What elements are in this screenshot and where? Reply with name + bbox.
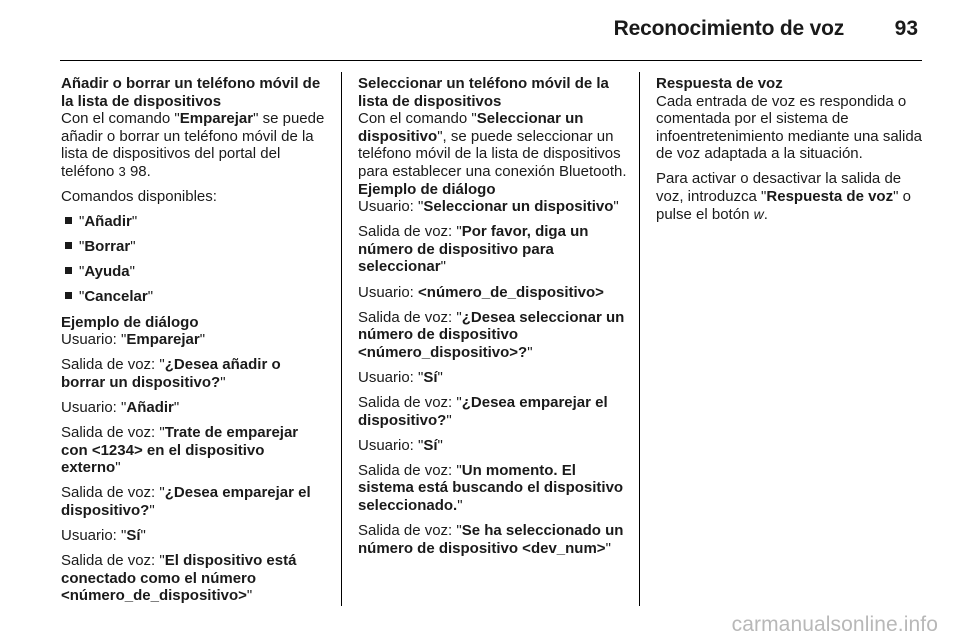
dialog-text: ¿Desea añadir o borrar un dispositivo? xyxy=(61,356,281,391)
toggle-prefix: Para activar o desactivar la salida de voz, introduzca " xyxy=(656,170,902,206)
command-item: Añadir xyxy=(84,213,132,231)
dialog-speaker: Salida de voz: xyxy=(358,308,457,326)
list-item: "Borrar" xyxy=(61,238,327,256)
voice-toggle-paragraph xyxy=(656,170,924,223)
intro-prefix: Con el comando " xyxy=(61,110,180,128)
dialog-text: Se ha seleccionado un número de dispositivo <dev_num> xyxy=(358,522,624,557)
dialog-line: Usuario: "Sí" xyxy=(358,436,443,454)
section-heading-voice-response: Respuesta de voz xyxy=(656,75,783,92)
intro-paragraph xyxy=(358,110,628,180)
list-item: "Añadir" xyxy=(61,213,327,231)
header-divider xyxy=(60,60,922,61)
column-divider-2 xyxy=(639,72,640,606)
dialog-line: Usuario: "Seleccionar un dispositivo" xyxy=(358,198,619,216)
dialog-line: Salida de voz: "¿Desea añadir o borrar un dispositivo?" xyxy=(61,356,281,391)
dialog-speaker: Salida de voz: xyxy=(358,223,457,241)
command-respuesta-de-voz: Respuesta de voz xyxy=(766,188,894,206)
column-3 xyxy=(656,75,924,223)
dialog-line: Usuario: "Sí" xyxy=(61,526,146,544)
dialog-text: Sí xyxy=(423,368,438,386)
dialog-line: Salida de voz: "¿Desea emparejar el dispositivo?" xyxy=(358,394,608,429)
dialog-text: El dispositivo está conectado como el número <número_de_dispositivo> xyxy=(61,552,297,605)
bullet-square-icon xyxy=(65,292,72,299)
dialog-text: Emparejar xyxy=(126,331,200,349)
dialog-speaker: Salida de voz: xyxy=(358,522,457,540)
dialog-text: Sí xyxy=(423,436,438,454)
command-item: Borrar xyxy=(84,238,131,256)
command-seleccionar: Seleccionar un dispositivo xyxy=(358,110,584,145)
page-header xyxy=(0,0,960,62)
section-heading-add-remove: Añadir o borrar un teléfono móvil de la lista de dispositivos xyxy=(61,75,321,110)
dialog-text: Añadir xyxy=(126,398,174,416)
column-2 xyxy=(358,75,628,557)
dialog-line: Salida de voz: "Un momento. El sistema está buscando el dispositivo seleccionado." xyxy=(358,461,624,514)
intro-text: " se puede añadir o borrar un teléfono móvil de la lista de dispositivos del portal del teléfono xyxy=(61,110,325,180)
column-divider-1 xyxy=(341,72,342,606)
dialog-text: Por favor, diga un número de dispositivo para seleccionar xyxy=(358,223,589,276)
commands-label: Comandos disponibles: xyxy=(61,188,217,206)
dialog-text: <número_de_dispositivo> xyxy=(418,283,604,301)
dialog-line: Salida de voz: "¿Desea emparejar el dispositivo?" xyxy=(61,484,311,519)
dialog-line: Salida de voz: "Trate de emparejar con <1234> en el dispositivo externo" xyxy=(61,424,299,477)
dialog-line: Salida de voz: "¿Desea seleccionar un número de dispositivo <número_dispositivo>?" xyxy=(358,308,625,361)
voice-response-paragraph: Cada entrada de voz es respondida o comentada por el sistema de infoentretenimiento mediante una salida de voz adaptada a la situación. xyxy=(656,92,923,163)
dialog-line: Usuario: "Añadir" xyxy=(61,398,180,416)
toggle-text: " o pulse el botón xyxy=(656,188,911,223)
dialog-speaker: Salida de voz: xyxy=(61,552,160,570)
dialog-line: Salida de voz: "Se ha seleccionado un número de dispositivo <dev_num>" xyxy=(358,522,624,557)
bullet-square-icon xyxy=(65,217,72,224)
commands-list xyxy=(61,213,327,306)
intro-prefix: Con el comando " xyxy=(358,110,477,128)
dialog-speaker: Usuario: xyxy=(358,198,419,216)
dialog-speaker: Usuario: xyxy=(61,398,122,416)
list-item: "Ayuda" xyxy=(61,263,327,281)
dialog-speaker: Salida de voz: xyxy=(358,394,457,411)
dialog-speaker: Salida de voz: xyxy=(61,356,160,374)
bullet-square-icon xyxy=(65,242,72,249)
intro-text: ", se puede seleccionar un teléfono móvil de la lista de dispositivos para establecer una conexión Bluetooth. xyxy=(358,127,627,180)
section-heading-select: Seleccionar un teléfono móvil de la lista de dispositivos xyxy=(358,75,609,110)
dialog-heading: Ejemplo de diálogo xyxy=(61,313,199,331)
dialog-heading: Ejemplo de diálogo xyxy=(358,180,496,198)
dialog-text: Sí xyxy=(126,526,141,544)
dialog-speaker: Salida de voz: xyxy=(358,461,457,479)
intro-paragraph xyxy=(61,110,327,180)
list-item: "Cancelar" xyxy=(61,288,327,306)
page-reference[interactable]: 98. xyxy=(125,162,151,180)
dialog-text: ¿Desea emparejar el dispositivo? xyxy=(61,484,311,519)
page-number: 93 xyxy=(894,17,918,40)
dialog-text: Trate de emparejar con <1234> en el dispositivo externo xyxy=(61,424,299,477)
command-item: Cancelar xyxy=(84,288,148,306)
dialog-speaker: Usuario: xyxy=(358,368,419,386)
dialog-line: Salida de voz: "El dispositivo está conectado como el número <número_de_dispositivo>" xyxy=(61,552,297,605)
dialog-text: ¿Desea emparejar el dispositivo? xyxy=(358,394,608,429)
dialog-line: Usuario: "Sí" xyxy=(358,368,443,386)
dialog-speaker: Usuario: xyxy=(358,436,419,454)
dialog-speaker: Salida de voz: xyxy=(61,484,160,502)
dialog-text: ¿Desea seleccionar un número de dispositivo <número_dispositivo>? xyxy=(358,308,625,361)
dialog-speaker: Usuario: xyxy=(61,331,122,349)
dialog-line: Salida de voz: "Por favor, diga un número de dispositivo para seleccionar" xyxy=(358,223,589,276)
watermark: carmanualsonline.info xyxy=(731,613,938,636)
page-title: Reconocimiento de voz xyxy=(613,17,844,40)
bullet-square-icon xyxy=(65,267,72,274)
dialog-speaker: Salida de voz: xyxy=(61,424,160,441)
phone-call-icon: w xyxy=(753,205,764,222)
dialog-line xyxy=(358,284,628,302)
column-1 xyxy=(61,75,327,605)
command-item: Ayuda xyxy=(84,263,130,281)
toggle-end: . xyxy=(763,205,768,223)
dialog-line: Usuario: "Emparejar" xyxy=(61,331,206,349)
dialog-text: Un momento. El sistema está buscando el dispositivo seleccionado. xyxy=(358,461,624,514)
ref-arrow-icon[interactable]: 3 xyxy=(118,163,126,179)
dialog-text: Seleccionar un dispositivo xyxy=(423,198,614,216)
command-emparejar: Emparejar xyxy=(179,110,254,128)
dialog-speaker: Usuario: xyxy=(61,526,122,544)
dialog-speaker: Usuario: xyxy=(358,283,419,301)
